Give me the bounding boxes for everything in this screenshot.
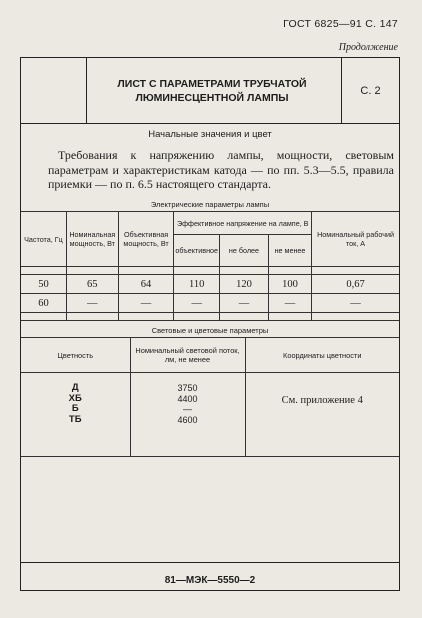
cell-max-voltage: 120	[220, 275, 269, 294]
cell-objective-power: 64	[118, 275, 174, 294]
color-cell	[21, 373, 130, 457]
table-row	[21, 275, 399, 294]
table-row	[21, 373, 399, 457]
cell-objective-voltage: —	[174, 294, 220, 313]
cell-min-voltage: 100	[268, 275, 311, 294]
flux-value: —	[183, 404, 192, 414]
cell-current: —	[312, 294, 399, 313]
electrical-table-caption: Электрические параметры лампы	[150, 200, 270, 209]
sheet-title	[87, 58, 337, 123]
header-min-voltage: не менее	[268, 235, 311, 267]
flux-value: 3750	[177, 383, 198, 393]
continuation-label: Продолжение	[338, 42, 398, 53]
intro-paragraph: Требования к напряжению лампы, мощности, световым параметрам и характеристикам катода — по пп. 5.3—5.5, правила приемки — по п. 6.5 настоящего стандарта.	[48, 148, 394, 191]
color-value: Б	[71, 403, 79, 414]
sheet-title-line1: ЛИСТ С ПАРАМЕТРАМИ ТРУБЧАТОЙ	[117, 77, 307, 90]
cell-frequency: 60	[21, 294, 66, 313]
header-effective-voltage: Эффективное напряжение на лампе, В	[174, 212, 312, 235]
coordinates-note: См. приложение 4	[245, 373, 399, 457]
header-coordinates: Координаты цветности	[245, 338, 399, 373]
header-objective-power: Объективная мощность, Вт	[118, 212, 174, 267]
flux-value: 4400	[177, 393, 198, 404]
header-max-voltage: не более	[220, 235, 269, 267]
color-value: Д	[71, 382, 79, 393]
sheet-title-line2: ЛЮМИНЕСЦЕНТНОЙ ЛАМПЫ	[135, 91, 289, 104]
cell-objective-voltage: 110	[174, 275, 220, 294]
section-heading: Начальные значения и цвет	[148, 129, 272, 140]
header-flux: Номинальный световой поток, лм, не менее	[130, 338, 245, 373]
title-left-cell	[21, 58, 87, 123]
electrical-parameters-table	[21, 211, 399, 321]
sheet-number: С. 2	[341, 58, 399, 123]
footer-code: 81—МЭК—5550—2	[164, 575, 256, 586]
cell-objective-power: —	[118, 294, 174, 313]
header-objective-voltage: объективное	[174, 235, 220, 267]
flux-value: 4600	[177, 414, 198, 425]
header-frequency: Частота, Гц	[21, 212, 66, 267]
footer-divider	[21, 562, 399, 563]
cell-nominal-power: 65	[66, 275, 118, 294]
title-row	[21, 58, 399, 124]
light-table-caption: Световые и цветовые параметры	[151, 326, 269, 335]
flux-cell	[130, 373, 245, 457]
page-header: ГОСТ 6825—91 С. 147	[283, 18, 398, 30]
cell-frequency: 50	[21, 275, 66, 294]
header-color: Цветность	[21, 338, 130, 373]
header-nominal-power: Номинальная мощность, Вт	[66, 212, 118, 267]
sheet-frame	[20, 57, 400, 591]
cell-current: 0,67	[312, 275, 399, 294]
cell-min-voltage: —	[268, 294, 311, 313]
light-parameters-table	[21, 337, 399, 457]
color-value: ХБ	[68, 392, 82, 404]
color-value: ТБ	[68, 413, 82, 425]
cell-nominal-power: —	[66, 294, 118, 313]
header-nominal-current: Номинальный рабочий ток, А	[312, 212, 399, 267]
cell-max-voltage: —	[220, 294, 269, 313]
table-row	[21, 294, 399, 313]
